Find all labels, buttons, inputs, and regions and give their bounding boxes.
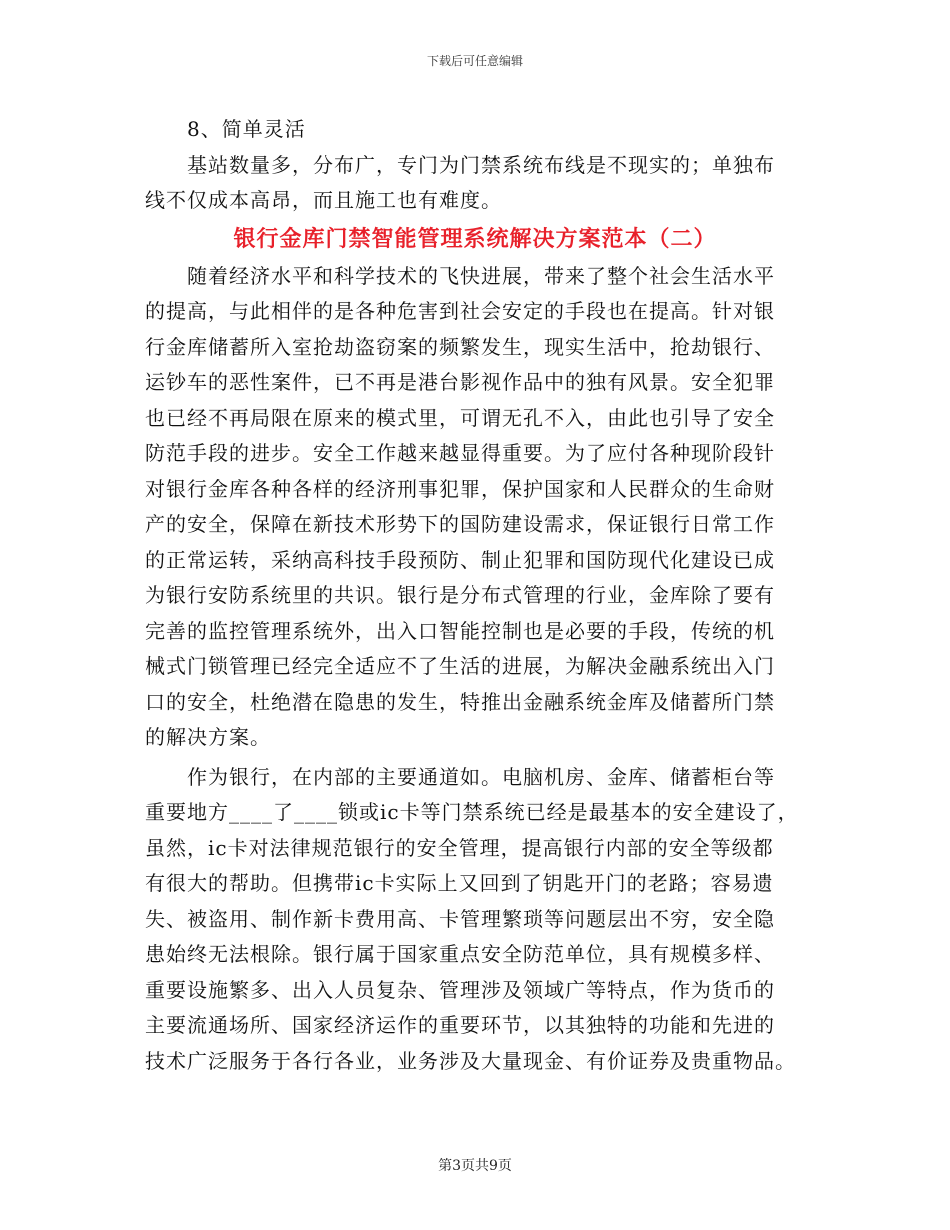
paragraph-line: 防范手段的进步。安全工作越来越显得重要。为了应付各种现阶段针 [145, 441, 775, 465]
document-heading: 银行金库门禁智能管理系统解决方案范本（二） [233, 225, 717, 252]
paragraph-line: 行金库储蓄所入室抢劫盗窃案的频繁发生，现实生活中，抢劫银行、 [145, 334, 775, 359]
section-8-line: 线不仅成本高昂，而且施工也有难度。 [145, 188, 502, 212]
section-8-title: 8、简单灵活 [187, 117, 306, 141]
paragraph-line: 作为银行，在内部的主要通道如。电脑机房、金库、储蓄柜台等 [187, 764, 775, 789]
page-header-note: 下载后可任意编辑 [426, 54, 523, 68]
paragraph-line: 对银行金库各种各样的经济刑事犯罪，保护国家和人民群众的生命财 [145, 476, 775, 501]
paragraph-line: 失、被盗用、制作新卡费用高、卡管理繁琐等问题层出不穷，安全隐 [145, 906, 775, 931]
paragraph-line: 患始终无法根除。银行属于国家重点安全防范单位，具有规模多样、 [145, 942, 775, 966]
paragraph-line: 的提高，与此相伴的是各种危害到社会安定的手段也在提高。针对银 [145, 299, 775, 323]
paragraph-line: 也已经不再局限在原来的模式里，可谓无孔不入，由此也引导了安全 [145, 405, 775, 430]
paragraph-line: 虽然，ic卡对法律规范银行的安全管理，提高银行内部的安全等级都 [145, 835, 774, 860]
paragraph-line: 完善的监控管理系统外，出入口智能控制也是必要的手段，传统的机 [145, 618, 775, 643]
document-body [145, 112, 805, 1079]
paragraph-line: 重要地方____了____锁或ic卡等门禁系统已经是最基本的安全建设了， [145, 800, 799, 824]
section-8-line: 基站数量多，分布广，专门为门禁系统布线是不现实的；单独布 [187, 152, 775, 177]
paragraph-line: 械式门锁管理已经完全适应不了生活的进展，为解决金融系统出入门 [145, 654, 775, 678]
paragraph-line: 为银行安防系统里的共识。银行是分布式管理的行业，金库除了要有 [145, 583, 775, 607]
paragraph-line: 运钞车的恶性案件，已不再是港台影视作品中的独有风景。安全犯罪 [145, 370, 775, 394]
paragraph-line: 随着经济水平和科学技术的飞快进展，带来了整个社会生活水平 [187, 263, 775, 288]
paragraph-line: 重要设施繁多、出入人员复杂、管理涉及领域广等特点，作为货币的 [145, 977, 775, 1002]
paragraph-line: 产的安全，保障在新技术形势下的国防建设需求，保证银行日常工作 [145, 512, 775, 536]
paragraph-1 [145, 259, 805, 756]
paragraph-line: 技术广泛服务于各行各业，业务涉及大量现金、有价证券及贵重物品。 [145, 1048, 796, 1073]
paragraph-line: 的解决方案。 [145, 725, 271, 749]
page-number: 第3页共9页 [438, 1158, 512, 1174]
paragraph-line: 的正常运转，采纳高科技手段预防、制止犯罪和国防现代化建设已成 [145, 547, 775, 572]
paragraph-line: 口的安全，杜绝潜在隐患的发生，特推出金融系统金库及储蓄所门禁 [145, 689, 775, 714]
paragraph-line: 主要流通场所、国家经济运作的重要环节，以其独特的功能和先进的 [145, 1013, 775, 1037]
paragraph-2 [145, 760, 805, 1080]
paragraph-line: 有很大的帮助。但携带ic卡实际上又回到了钥匙开门的老路；容易遗 [145, 871, 774, 895]
